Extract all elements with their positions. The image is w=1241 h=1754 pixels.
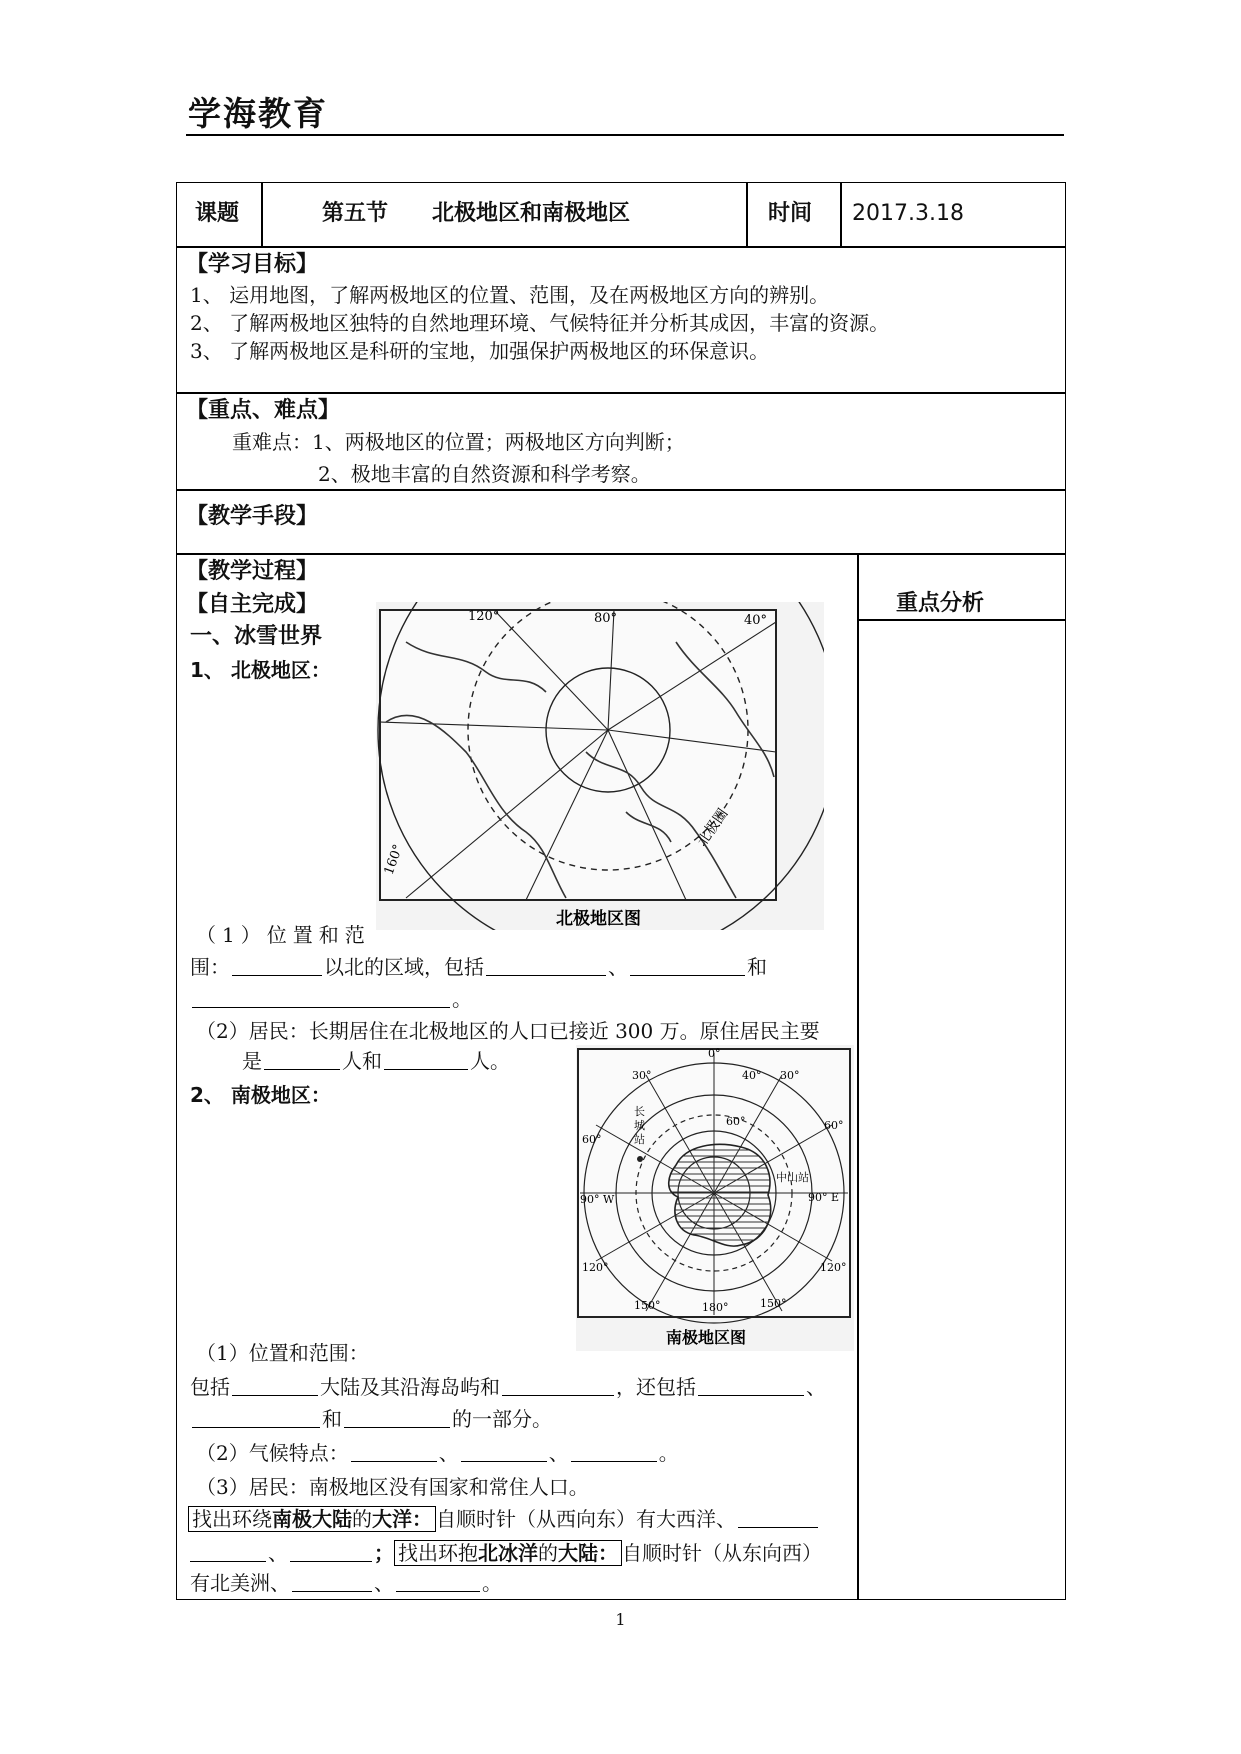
antarctic-title: 2、 南极地区：	[190, 1083, 331, 1107]
map-label: 30°	[780, 1069, 800, 1082]
side-heading-divider	[858, 619, 1065, 621]
map-label: 150°	[634, 1299, 661, 1312]
map-label: 北极圈	[694, 805, 732, 850]
map-label: 站	[634, 1133, 645, 1146]
antarctic-q1: （1）位置和范围：	[196, 1341, 369, 1365]
keypoints-line: 重难点：1、两极地区的位置；两极地区方向判断；	[232, 430, 685, 454]
map-label: 60°	[824, 1119, 844, 1132]
self-study-heading: 【自主完成】	[186, 592, 319, 617]
arctic-q1-line2: 围： 以北的区域，包括 、 和	[190, 955, 767, 979]
antarctic-q1-line3: 和 的一部分。	[190, 1406, 552, 1432]
arctic-map	[376, 602, 824, 930]
continent-answer-line: 有北美洲、 、 。	[190, 1571, 502, 1595]
col-divider	[840, 182, 842, 246]
map-label: 长	[634, 1105, 645, 1118]
map-label: 80°	[594, 611, 618, 626]
ocean-continent-question: 、 ； 找出环抱北冰洋的大陆： 自顺时针（从东向西）	[188, 1540, 822, 1566]
row-divider	[176, 392, 1066, 394]
map-label: 120°	[820, 1261, 847, 1274]
header-rule	[186, 134, 1064, 136]
row-divider	[176, 246, 1066, 248]
lesson-title: 第五节 北极地区和南极地区	[322, 201, 631, 226]
arctic-q1-line3: 。	[190, 986, 472, 1012]
col-divider	[261, 182, 263, 246]
arctic-title: 1、 北极地区：	[190, 658, 331, 682]
arctic-q2: （2）居民：长期居住在北极地区的人口已接近 300 万。原住居民主要	[196, 1019, 820, 1043]
antarctic-q2: （2）气候特点： 、 、 。	[196, 1441, 679, 1465]
map-label: 120°	[468, 609, 500, 624]
ocean-question: 找出环绕南极大陆的大洋： 自顺时针（从西向东）有大西洋、	[188, 1506, 820, 1532]
row-divider	[176, 553, 1066, 555]
map-label: 90° W	[580, 1193, 615, 1206]
antarctic-q3: （3）居民：南极地区没有国家和常住人口。	[196, 1475, 589, 1499]
arctic-q2-line2: 是 人和 人。	[242, 1049, 510, 1073]
arctic-map-caption: 北极地区图	[556, 909, 641, 929]
goal-item: 2、 了解两极地区独特的自然地理环境、气候特征并分析其成因，丰富的资源。	[190, 311, 890, 335]
map-label: 30°	[632, 1069, 652, 1082]
map-label: 180°	[702, 1301, 729, 1314]
map-label: 0°	[708, 1047, 721, 1060]
row-divider	[176, 489, 1066, 491]
section-title: 一、冰雪世界	[190, 624, 323, 649]
antarctic-map-caption: 南极地区图	[666, 1328, 747, 1347]
antarctic-q1-line2: 包括 大陆及其沿海岛屿和 ，还包括 、	[190, 1375, 826, 1399]
arctic-q1: （1）位置和范	[196, 923, 371, 947]
time-value: 2017.3.18	[852, 201, 964, 226]
page-number: 1	[615, 1610, 626, 1629]
goals-heading: 【学习目标】	[186, 252, 319, 277]
antarctic-map	[576, 1045, 854, 1351]
col-divider	[857, 553, 859, 1600]
goal-item: 3、 了解两极地区是科研的宝地，加强保护两极地区的环保意识。	[190, 339, 770, 363]
side-heading: 重点分析	[896, 591, 985, 616]
map-label: 90° E	[808, 1191, 840, 1204]
map-label: 60°	[726, 1115, 746, 1128]
keypoints-heading: 【重点、难点】	[186, 398, 341, 423]
keypoints-line: 2、极地丰富的自然资源和科学考察。	[318, 462, 651, 486]
map-label: 150°	[760, 1297, 787, 1310]
goal-item: 1、 运用地图，了解两极地区的位置、范围，及在两极地区方向的辨别。	[190, 283, 830, 307]
process-heading: 【教学过程】	[186, 559, 319, 584]
map-label: 40°	[742, 1069, 762, 1082]
map-label: 160°	[381, 842, 407, 878]
method-heading: 【教学手段】	[186, 504, 319, 529]
map-label: 40°	[744, 613, 768, 628]
map-label: 120°	[582, 1261, 609, 1274]
brand-title: 学海教育	[188, 94, 328, 133]
subject-label: 课题	[195, 201, 240, 226]
map-label: 60°	[582, 1133, 602, 1146]
map-label: 中山站	[776, 1171, 809, 1184]
time-label: 时间	[768, 201, 813, 226]
map-label: 城	[634, 1119, 645, 1132]
col-divider	[746, 182, 748, 246]
